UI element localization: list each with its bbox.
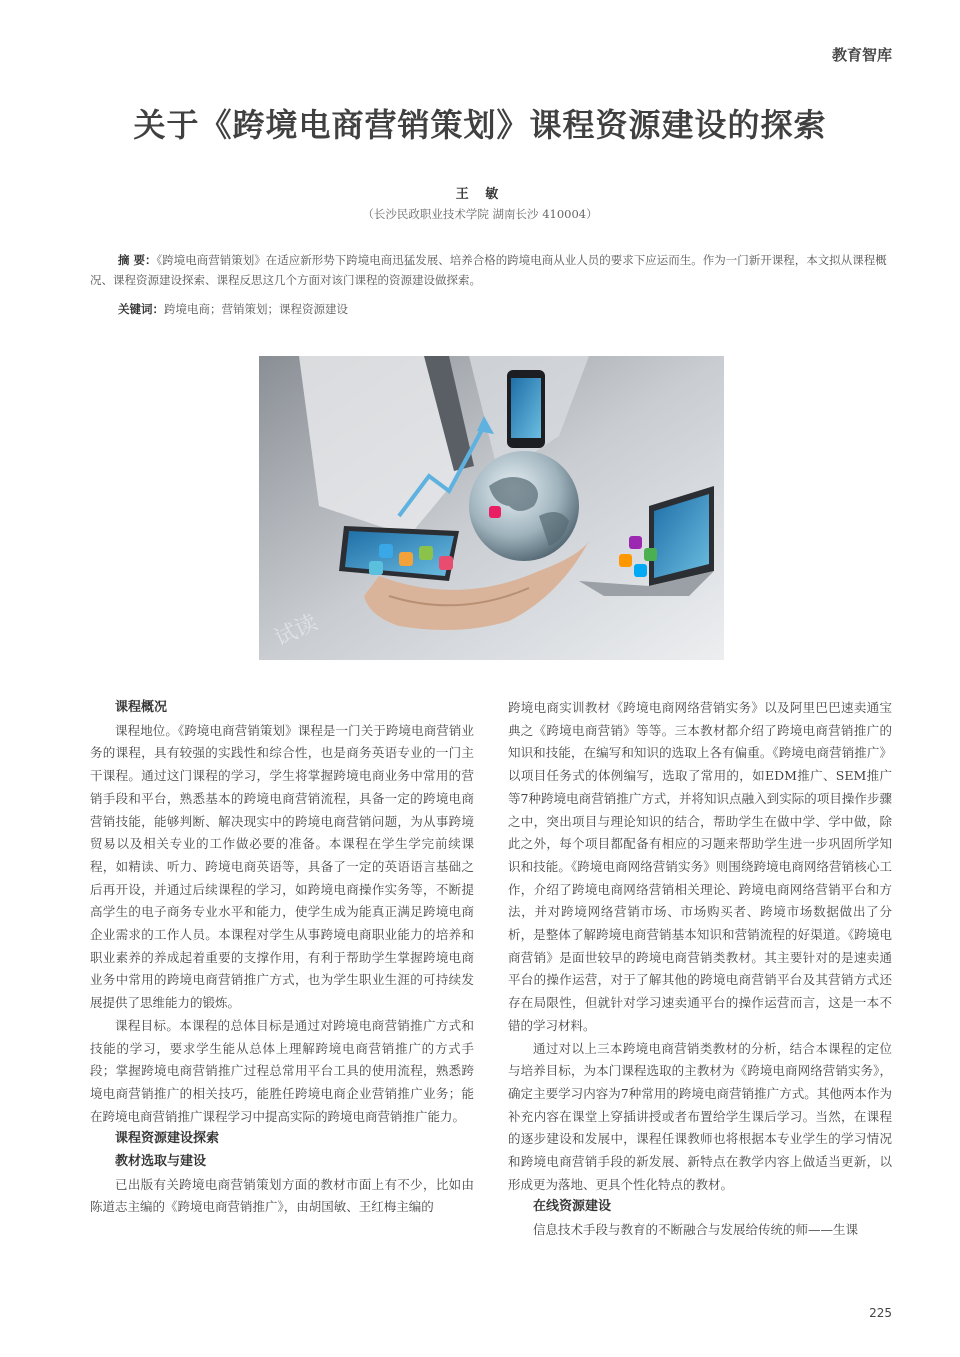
keywords [90, 299, 890, 319]
abstract [90, 250, 890, 290]
paragraph-textbook-comparison: 跨境电商实训教材《跨境电商网络营销实务》以及阿里巴巴速卖通宝典之《跨境电商营销》等等。三本教材都介绍了跨境电商营销推广的知识和技能，在编写和知识的选取上各有偏重。《跨境电商营销推广》以项目任务式的体例编写，选取了常用的，如EDM推广、SEM推广等7种跨境电商营销推广方式，并将知识点融入到实际的项目操作步骤之中，突出项目与理论知识的结合，帮助学生在做中学、学中做，除此之外，每个项目都配备有相应的习题来帮助学生进一步巩固所学知识和技能。《跨境电商网络营销实务》则围绕跨境电商网络营销核心工作，介绍了跨境电商网络营销相关理论、跨境电商网络营销平台和方法，并对跨境网络营销市场、市场购买者、跨境市场数据做出了分析，是整体了解跨境电商营销基本知识和营销流程的好渠道。《跨境电商营销》是面世较早的跨境电商营销类教材。其主要针对的是速卖通平台的操作运营，对于了解其他的跨境电商营销平台及其营销方式还存在局限性，但就针对学习速卖通平台的操作运营而言，这是一本不错的学习材料。 [508, 700, 892, 1033]
left-column [90, 697, 474, 1219]
paragraph-course-position: 课程地位。《跨境电商营销策划》课程是一门关于跨境电商营销业务的课程，具有较强的实践性和综合性，也是商务英语专业的一门主干课程。通过这门课程的学习，学生将掌握跨境电商业务中常用的营销手段和平台，熟悉基本的跨境电商营销流程，具备一定的跨境电商营销技能，能够判断、解决现实中的跨境电商营销问题，为从事跨境贸易以及相关专业的工作做必要的准备。本课程在学生学完前续课程，如精读、听力、跨境电商英语等，具备了一定的英语语言基础之后再开设，并通过后续课程的学习，如跨境电商操作实务等，不断提高学生的电子商务专业水平和能力，使学生成为能真正满足跨境电商企业需求的工作人员。本课程对学生从事跨境电商职业能力的培养和职业素养的养成起着重要的支撑作用，有利于帮助学生掌握跨境电商业务中常用的跨境电商营销推广方式，也为学生职业生涯的可持续发展提供了思维能力的锻炼。 [90, 722, 474, 1011]
right-column [508, 697, 892, 1242]
section-heading-course-overview: 课程概况 [115, 700, 168, 715]
paragraph-course-goal: 课程目标。本课程的总体目标是通过对跨境电商营销推广方式和技能的学习，要求学生能从总体上理解跨境电商营销推广的方式手段；掌握跨境电商营销推广过程总常用平台工具的使用流程，熟悉跨境电商营销推广的相关技巧，能胜任跨境电商企业营销推广业务；能在跨境电商营销推广课程学习中提高实际的跨境电商营销推广能力。 [90, 1017, 474, 1124]
column-label: 教育智库 [831, 46, 892, 64]
article-title: 关于《跨境电商营销策划》课程资源建设的探索 [133, 106, 827, 144]
page-number: 225 [869, 1306, 892, 1320]
abstract-text: 《跨境电商营销策划》在适应新形势下跨境电商迅猛发展、培养合格的跨境电商从业人员的要求下应运而生。作为一门新开课程，本文拟从课程概况、课程资源建设探索、课程反思这几个方面对该门课程的资源建设做探索。 [90, 253, 887, 287]
abstract-label: 摘 要： [118, 253, 157, 267]
author-name: 王 敏 [455, 187, 505, 202]
section-heading-resource-building: 课程资源建设探索 [115, 1131, 220, 1147]
paragraph-textbook-intro: 已出版有关跨境电商营销策划方面的教材市面上有不少，比如由陈道志主编的《跨境电商营销推广》，由胡国敏、王红梅主编的 [90, 1176, 474, 1215]
article-figure [259, 356, 724, 660]
paragraph-online-resources: 信息技术手段与教育的不断融合与发展给传统的师——生课 [533, 1222, 859, 1238]
figure-watermark: 试读 [270, 610, 322, 652]
keywords-label: 关键词： [118, 302, 164, 316]
subsection-heading-online-resources: 在线资源建设 [533, 1199, 612, 1215]
keywords-text: 跨境电商；营销策划；课程资源建设 [164, 302, 348, 316]
author-affiliation: （长沙民政职业技术学院 湖南长沙 410004） [362, 207, 598, 221]
subsection-heading-textbook: 教材选取与建设 [115, 1154, 207, 1170]
paragraph-textbook-selection: 通过对以上三本跨境电商营销类教材的分析，结合本课程的定位与培养目标，为本门课程选取的主教材为《跨境电商网络营销实务》，确定主要学习内容为7种常用的跨境电商营销推广方式。其他两本作为补充内容在课堂上穿插讲授或者布置给学生课后学习。当然，在课程的逐步建设和发展中，课程任课教师也将根据本专业学生的学习情况和跨境电商营销手段的新发展、新特点在教学内容上做适当更新，以形成更为落地、更具个性化特点的教材。 [508, 1040, 892, 1192]
hand-globe-devices-illustration [259, 356, 724, 660]
